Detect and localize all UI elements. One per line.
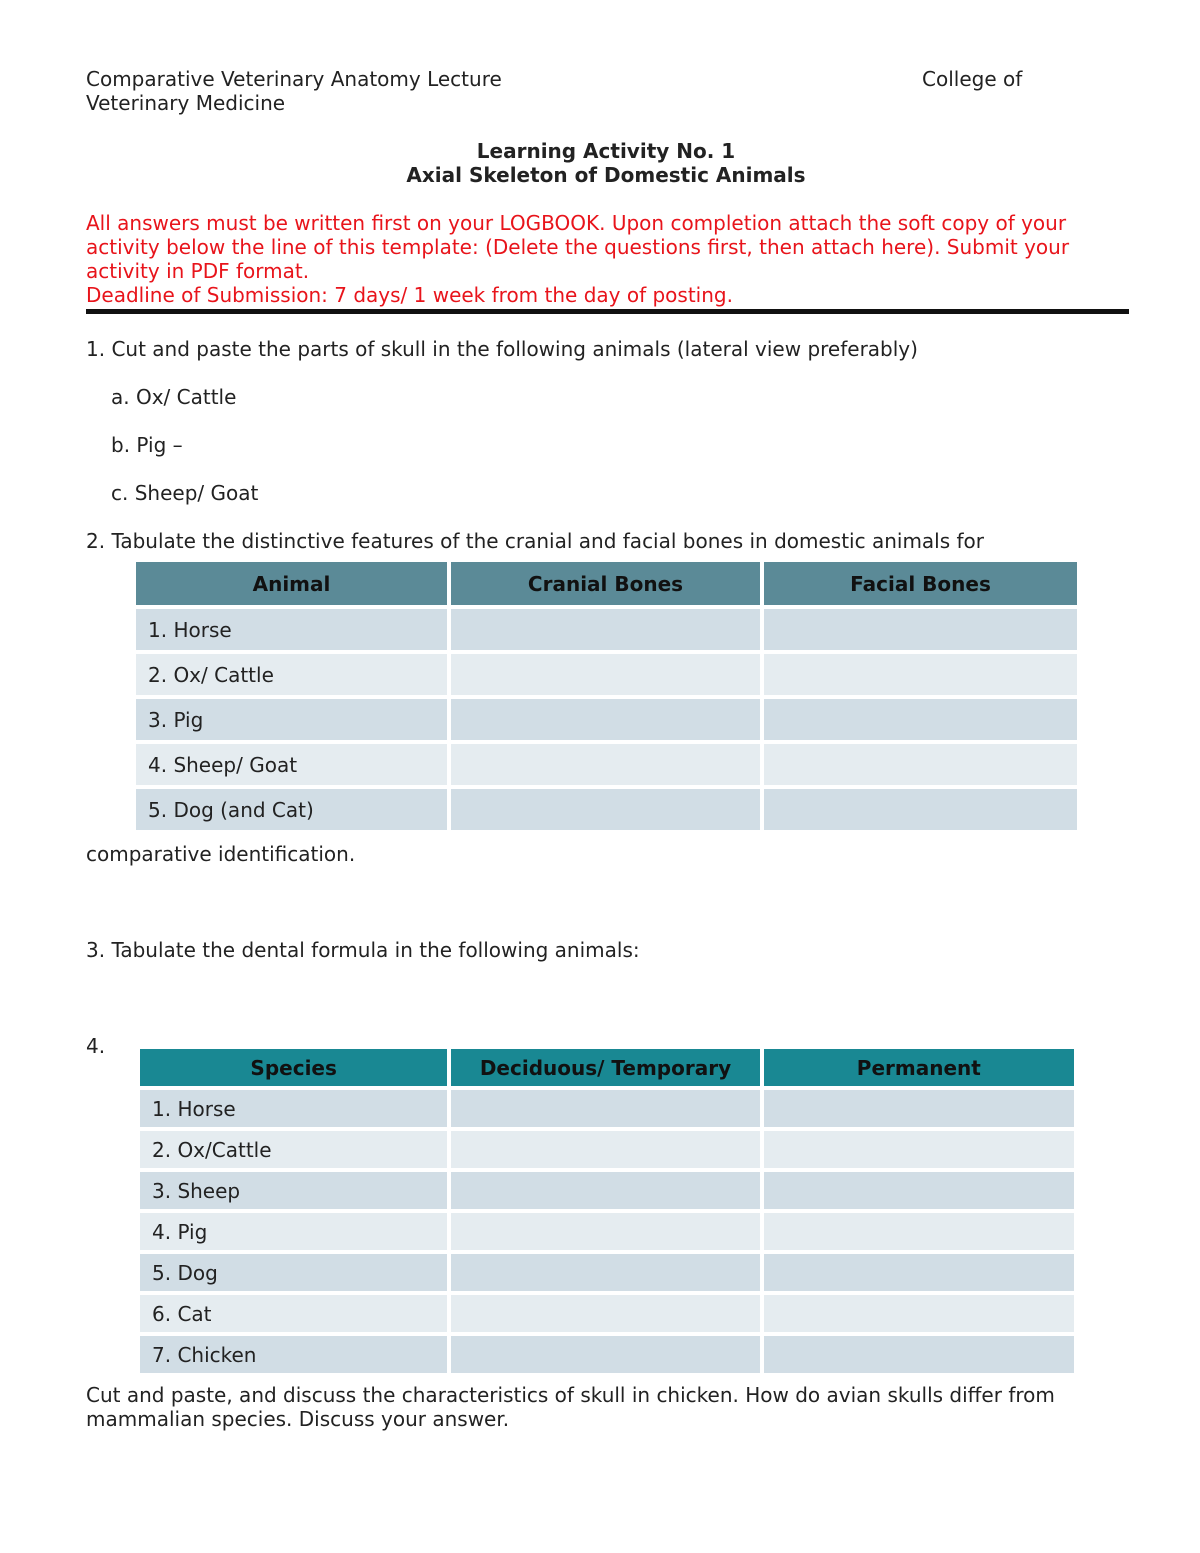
table-row	[140, 1336, 1074, 1373]
animal-cell: 3. Pig	[136, 699, 447, 740]
deciduous-cell[interactable]	[451, 1254, 759, 1291]
permanent-cell[interactable]	[764, 1254, 1074, 1291]
species-cell: 5. Dog	[140, 1254, 447, 1291]
cranial-cell[interactable]	[451, 609, 760, 650]
question-4-text-2: mammalian species. Discuss your answer.	[86, 1407, 510, 1431]
header-cranial-bones: Cranial Bones	[451, 562, 760, 605]
table-row	[136, 609, 1077, 650]
deciduous-cell[interactable]	[451, 1213, 759, 1250]
table-row	[140, 1254, 1074, 1291]
header-college: College of	[922, 67, 1023, 91]
divider-line	[86, 309, 1129, 314]
q1-item-a: a. Ox/ Cattle	[111, 385, 237, 409]
activity-title: Learning Activity No. 1	[476, 139, 736, 163]
species-cell: 6. Cat	[140, 1295, 447, 1332]
deadline-text: Deadline of Submission: 7 days/ 1 week from the day of posting.	[86, 283, 733, 307]
table-row	[140, 1295, 1074, 1332]
deciduous-cell[interactable]	[451, 1336, 759, 1373]
question-4-text-1: Cut and paste, and discuss the characteristics of skull in chicken. How do avian skulls differ from	[86, 1383, 1055, 1407]
header-department: Veterinary Medicine	[86, 91, 286, 115]
header-permanent: Permanent	[764, 1049, 1074, 1086]
deciduous-cell[interactable]	[451, 1090, 759, 1127]
table-row	[136, 654, 1077, 695]
facial-cell[interactable]	[764, 744, 1077, 785]
activity-subtitle: Axial Skeleton of Domestic Animals	[406, 163, 806, 187]
question-1: 1. Cut and paste the parts of skull in the following animals (lateral view preferably)	[86, 337, 918, 361]
table-row	[140, 1131, 1074, 1168]
animal-cell: 5. Dog (and Cat)	[136, 789, 447, 830]
table-row	[136, 744, 1077, 785]
facial-cell[interactable]	[764, 654, 1077, 695]
cranial-cell[interactable]	[451, 789, 760, 830]
cranial-cell[interactable]	[451, 654, 760, 695]
permanent-cell[interactable]	[764, 1172, 1074, 1209]
permanent-cell[interactable]	[764, 1213, 1074, 1250]
facial-cell[interactable]	[764, 609, 1077, 650]
cranial-cell[interactable]	[451, 744, 760, 785]
deciduous-cell[interactable]	[451, 1295, 759, 1332]
instruction-line-2: activity below the line of this template: (Delete the questions first, then attach here). Submit your	[86, 235, 1070, 259]
dental-formula-table	[136, 1045, 1078, 1377]
header-deciduous: Deciduous/ Temporary	[451, 1049, 759, 1086]
table-row	[136, 699, 1077, 740]
table-header-row	[136, 562, 1077, 605]
table-row	[136, 789, 1077, 830]
table-header-row	[140, 1049, 1074, 1086]
bones-table	[132, 558, 1081, 834]
animal-cell: 4. Sheep/ Goat	[136, 744, 447, 785]
q1-item-c: c. Sheep/ Goat	[111, 481, 259, 505]
table-row	[140, 1213, 1074, 1250]
question-3: 3. Tabulate the dental formula in the following animals:	[86, 938, 640, 962]
permanent-cell[interactable]	[764, 1336, 1074, 1373]
permanent-cell[interactable]	[764, 1295, 1074, 1332]
species-cell: 7. Chicken	[140, 1336, 447, 1373]
instruction-line-1: All answers must be written first on your LOGBOOK. Upon completion attach the soft copy of your	[86, 211, 1067, 235]
header-course-title: Comparative Veterinary Anatomy Lecture	[86, 67, 502, 91]
header-facial-bones: Facial Bones	[764, 562, 1077, 605]
header-species: Species	[140, 1049, 447, 1086]
question-2: 2. Tabulate the distinctive features of the cranial and facial bones in domestic animals for	[86, 529, 985, 553]
table-row	[140, 1172, 1074, 1209]
species-cell: 3. Sheep	[140, 1172, 447, 1209]
instruction-line-3: activity in PDF format.	[86, 259, 310, 283]
deciduous-cell[interactable]	[451, 1172, 759, 1209]
species-cell: 1. Horse	[140, 1090, 447, 1127]
question-4-number: 4.	[86, 1034, 106, 1058]
question-2-continuation: comparative identification.	[86, 842, 356, 866]
deciduous-cell[interactable]	[451, 1131, 759, 1168]
header-animal: Animal	[136, 562, 447, 605]
facial-cell[interactable]	[764, 699, 1077, 740]
animal-cell: 1. Horse	[136, 609, 447, 650]
permanent-cell[interactable]	[764, 1131, 1074, 1168]
facial-cell[interactable]	[764, 789, 1077, 830]
cranial-cell[interactable]	[451, 699, 760, 740]
table-row	[140, 1090, 1074, 1127]
permanent-cell[interactable]	[764, 1090, 1074, 1127]
species-cell: 2. Ox/Cattle	[140, 1131, 447, 1168]
animal-cell: 2. Ox/ Cattle	[136, 654, 447, 695]
q1-item-b: b. Pig –	[111, 433, 183, 457]
species-cell: 4. Pig	[140, 1213, 447, 1250]
